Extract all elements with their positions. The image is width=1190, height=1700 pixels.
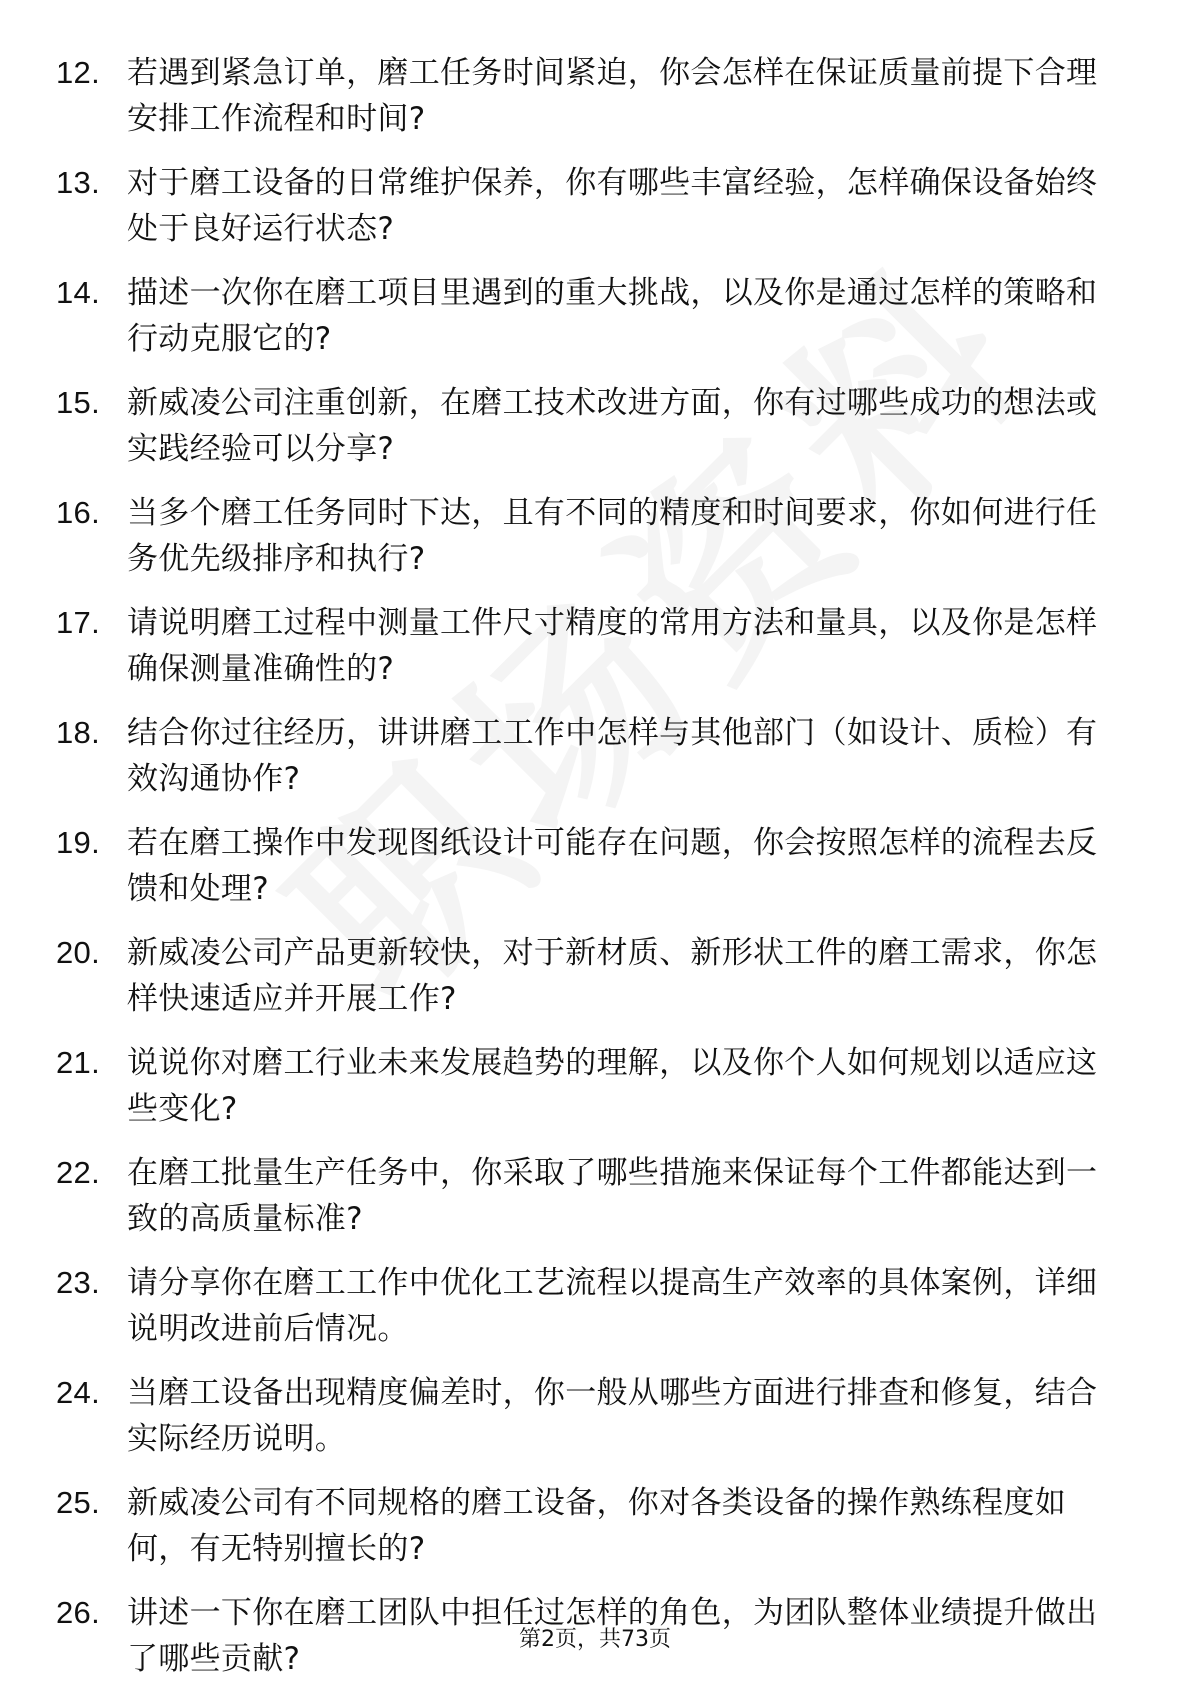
question-number: 12.	[56, 55, 100, 90]
question-text: 新威凌公司产品更新较快，对于新材质、新形状工件的磨工需求，你怎样快速适应并开展工作?	[127, 935, 1098, 1017]
question-item	[56, 820, 1116, 912]
question-item	[56, 1260, 1116, 1352]
question-item	[56, 1480, 1116, 1572]
question-text: 请说明磨工过程中测量工件尺寸精度的常用方法和量具，以及你是怎样确保测量准确性的?	[127, 605, 1098, 687]
question-text: 若在磨工操作中发现图纸设计可能存在问题，你会按照怎样的流程去反馈和处理?	[127, 825, 1098, 907]
question-text: 请分享你在磨工工作中优化工艺流程以提高生产效率的具体案例，详细说明改进前后情况。	[127, 1265, 1098, 1347]
question-number: 15.	[56, 385, 100, 420]
question-item	[56, 710, 1116, 802]
question-number: 20.	[56, 935, 100, 970]
question-number: 18.	[56, 715, 100, 750]
question-item	[56, 1150, 1116, 1242]
question-text: 若遇到紧急订单，磨工任务时间紧迫，你会怎样在保证质量前提下合理安排工作流程和时间?	[127, 55, 1098, 137]
question-text: 新威凌公司注重创新，在磨工技术改进方面，你有过哪些成功的想法或实践经验可以分享?	[127, 385, 1098, 467]
page-footer: 第2页，共73页	[519, 1627, 671, 1652]
question-number: 17.	[56, 605, 100, 640]
question-number: 14.	[56, 275, 100, 310]
question-number: 24.	[56, 1375, 100, 1410]
question-item	[56, 160, 1116, 252]
question-text: 说说你对磨工行业未来发展趋势的理解，以及你个人如何规划以适应这些变化?	[127, 1045, 1098, 1127]
question-number: 19.	[56, 825, 100, 860]
question-number: 21.	[56, 1045, 100, 1080]
question-number: 16.	[56, 495, 100, 530]
question-item	[56, 600, 1116, 692]
question-item	[56, 380, 1116, 472]
question-item	[56, 1370, 1116, 1462]
question-item	[56, 1040, 1116, 1132]
question-number: 13.	[56, 165, 100, 200]
question-text: 描述一次你在磨工项目里遇到的重大挑战，以及你是通过怎样的策略和行动克服它的?	[127, 275, 1098, 357]
question-text: 当多个磨工任务同时下达，且有不同的精度和时间要求，你如何进行任务优先级排序和执行?	[127, 495, 1098, 577]
question-item	[56, 930, 1116, 1022]
question-text: 当磨工设备出现精度偏差时，你一般从哪些方面进行排查和修复，结合实际经历说明。	[127, 1375, 1098, 1457]
question-text: 在磨工批量生产任务中，你采取了哪些措施来保证每个工件都能达到一致的高质量标准?	[127, 1155, 1098, 1237]
question-item	[56, 50, 1116, 142]
question-number: 23.	[56, 1265, 100, 1300]
question-item	[56, 490, 1116, 582]
question-text: 新威凌公司有不同规格的磨工设备，你对各类设备的操作熟练程度如何，有无特别擅长的?	[127, 1485, 1066, 1567]
question-text: 讲述一下你在磨工团队中担任过怎样的角色，为团队整体业绩提升做出了哪些贡献?	[127, 1595, 1098, 1677]
question-list	[56, 50, 1116, 1700]
question-number: 25.	[56, 1485, 100, 1520]
question-item	[56, 270, 1116, 362]
question-text: 对于磨工设备的日常维护保养，你有哪些丰富经验，怎样确保设备始终处于良好运行状态?	[127, 165, 1098, 247]
question-number: 26.	[56, 1595, 100, 1630]
question-text: 结合你过往经历，讲讲磨工工作中怎样与其他部门（如设计、质检）有效沟通协作?	[127, 715, 1098, 797]
question-number: 22.	[56, 1155, 100, 1190]
